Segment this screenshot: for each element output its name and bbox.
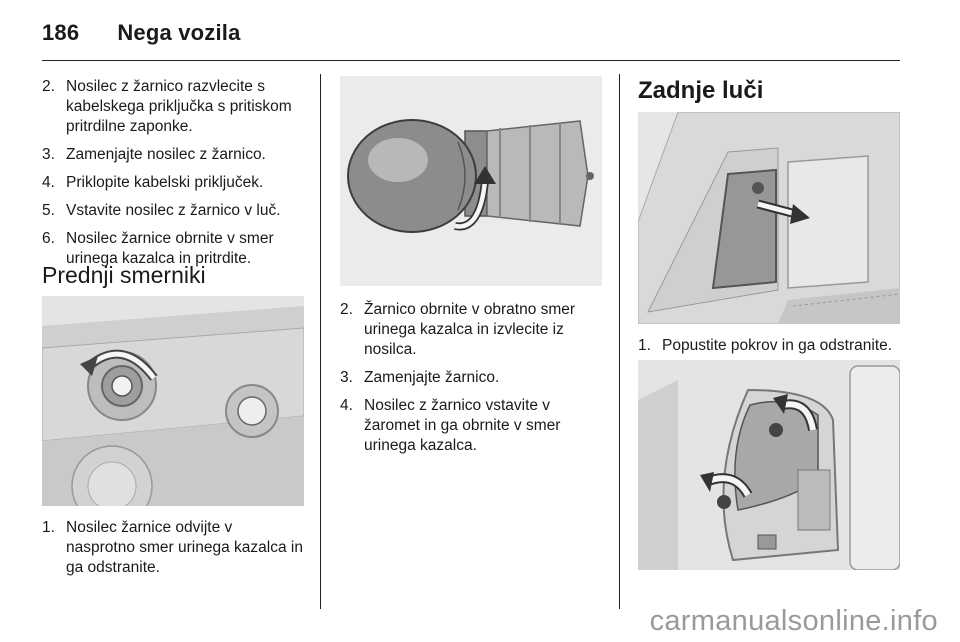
list-item: 6. Nosilec žarnice obrnite v smer urinega kazalca in pritrdite. bbox=[42, 230, 274, 267]
column-divider-1 bbox=[320, 74, 321, 609]
figure-front-indicator bbox=[42, 296, 304, 506]
list-item: 1. Nosilec žarnice odvijte v nasprotno smer urinega kazalca in ga odstranite. bbox=[42, 519, 303, 576]
bulb-holder-illustration bbox=[340, 76, 602, 286]
figure-bulb-holder bbox=[340, 76, 602, 286]
column-2 bbox=[340, 300, 602, 464]
page-header bbox=[42, 20, 241, 46]
rear-cover-illustration bbox=[638, 112, 900, 324]
list-item: 3. Zamenjajte nosilec z žarnico. bbox=[42, 146, 266, 163]
column-divider-2 bbox=[619, 74, 620, 609]
list-item: 2. Žarnico obrnite v obratno smer urinega kazalca in izvlecite iz nosilca. bbox=[340, 301, 576, 358]
section-heading-prednji-smerniki: Prednji smerniki bbox=[42, 262, 206, 288]
list-item: 1. Popustite pokrov in ga odstranite. bbox=[638, 337, 893, 354]
step-list-1 bbox=[42, 77, 304, 269]
list-item: 2. Nosilec z žarnico razvlecite s kabelskega priključka s pritiskom pritrdilne zaponke. bbox=[42, 78, 292, 135]
list-item: 4. Nosilec z žarnico vstavite v žaromet in ga obrnite v smer urinega kazalca. bbox=[340, 397, 561, 454]
list-item: 5. Vstavite nosilec z žarnico v luč. bbox=[42, 202, 281, 219]
figure-rear-light bbox=[638, 360, 900, 570]
page-number: 186 bbox=[42, 20, 80, 45]
page-title: Nega vozila bbox=[117, 20, 241, 45]
section-heading-zadnje-luci: Zadnje luči bbox=[638, 77, 764, 104]
step-list-front-indicator bbox=[42, 518, 304, 578]
list-item: 3. Zamenjajte žarnico. bbox=[340, 369, 500, 386]
rear-light-illustration bbox=[638, 360, 900, 570]
figure-rear-cover bbox=[638, 112, 900, 324]
step-list-3 bbox=[638, 336, 908, 356]
header-rule bbox=[42, 60, 900, 61]
column-1 bbox=[42, 77, 304, 277]
column-1-bottom bbox=[42, 518, 304, 586]
list-item: 4. Priklopite kabelski priključek. bbox=[42, 174, 264, 191]
step-list-2 bbox=[340, 300, 602, 456]
watermark: carmanualsonline.info bbox=[649, 605, 938, 637]
front-indicator-illustration bbox=[42, 296, 304, 506]
